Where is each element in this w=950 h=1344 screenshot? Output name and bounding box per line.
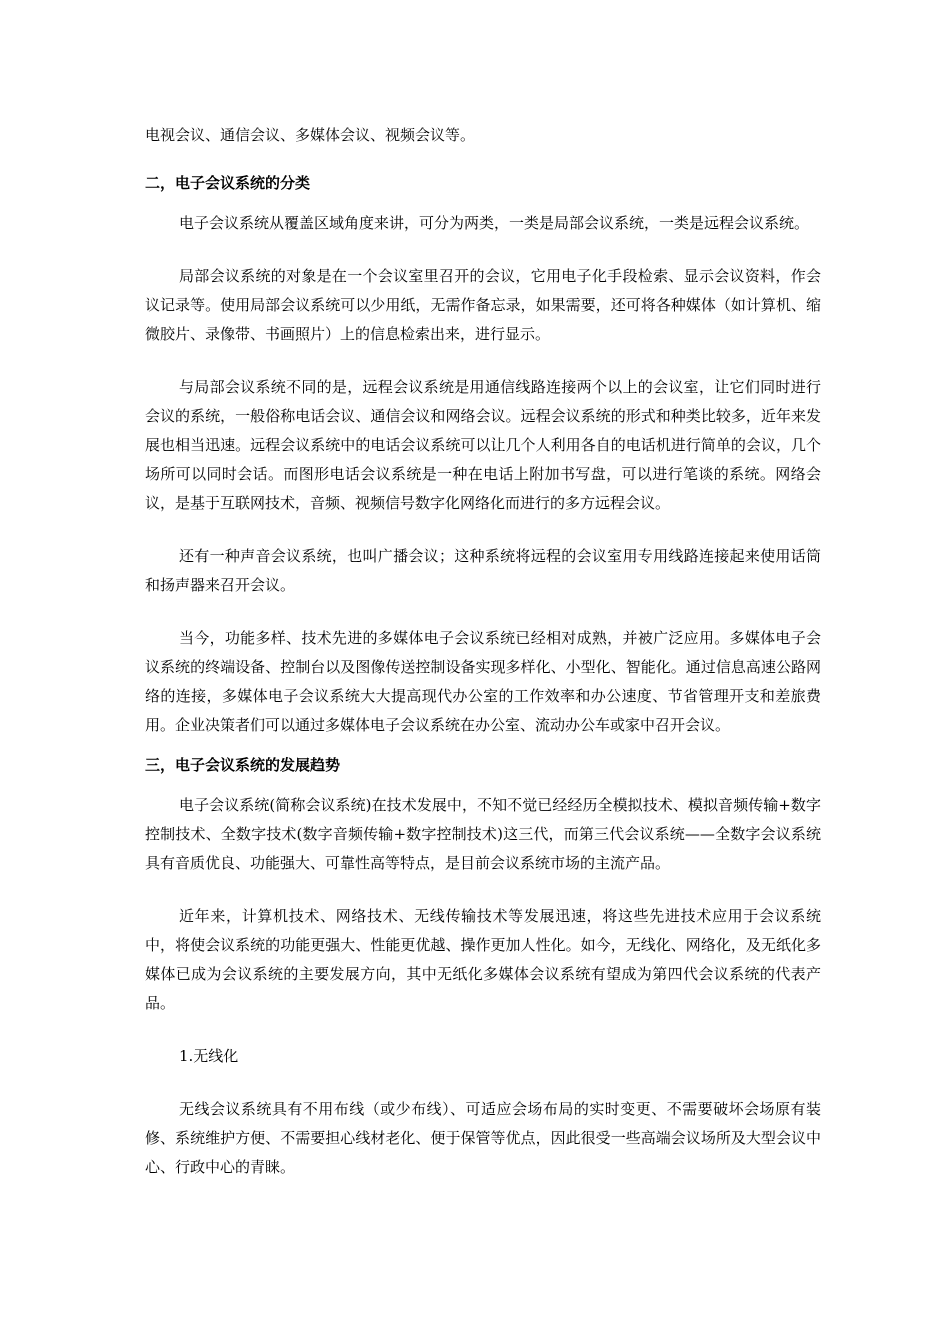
section-2-paragraph-2: 局部会议系统的对象是在一个会议室里召开的会议，它用电子化手段检索、显示会议资料，作会议记录等。使用局部会议系统可以少用纸，无需作备忘录，如果需要，还可将各种媒体（如计算机、缩微胶片、录像带、书画照片）上的信息检索出来，进行显示。 bbox=[145, 267, 821, 343]
section-2-paragraph-5: 当今，功能多样、技术先进的多媒体电子会议系统已经相对成熟，并被广泛应用。多媒体电子会议系统的终端设备、控制台以及图像传送控制设备实现多样化、小型化、智能化。通过信息高速公路网络的连接，多媒体电子会议系统大大提高现代办公室的工作效率和办公速度、节省管理开支和差旅费用。企业决策者们可以通过多媒体电子会议系统在办公室、流动办公车或家中召开会议。 bbox=[145, 629, 821, 734]
section-3-paragraph-2: 近年来，计算机技术、网络技术、无线传输技术等发展迅速，将这些先进技术应用于会议系统中，将使会议系统的功能更强大、性能更优越、操作更加人性化。如今，无线化、网络化，及无纸化多媒体已成为会议系统的主要发展方向，其中无纸化多媒体会议系统有望成为第四代会议系统的代表产品。 bbox=[145, 907, 821, 1012]
section-2-paragraph-4: 还有一种声音会议系统，也叫广播会议；这种系统将远程的会议室用专用线路连接起来使用话筒和扬声器来召开会议。 bbox=[145, 547, 821, 594]
section-3-paragraph-1: 电子会议系统(简称会议系统)在技术发展中，不知不觉已经经历全模拟技术、模拟音频传输+数字控制技术、全数字技术(数字音频传输+数字控制技术)这三代，而第三代会议系统——全数字会议系统具有音质优良、功能强大、可靠性高等特点，是目前会议系统市场的主流产品。 bbox=[145, 796, 821, 872]
subsection-wireless-heading: 1.无线化 bbox=[179, 1047, 239, 1065]
document-page bbox=[145, 121, 821, 1182]
section-3-heading: 三，电子会议系统的发展趋势 bbox=[145, 756, 341, 774]
section-2-paragraph-1: 电子会议系统从覆盖区域角度来讲，可分为两类，一类是局部会议系统，一类是远程会议系统。 bbox=[179, 214, 810, 232]
subsection-wireless-paragraph-1: 无线会议系统具有不用布线（或少布线）、可适应会场布局的实时变更、不需要破坏会场原有装修、系统维护方便、不需要担心线材老化、便于保管等优点，因此很受一些高端会议场所及大型会议中心、行政中心的青睐。 bbox=[145, 1100, 821, 1176]
section-2-paragraph-3: 与局部会议系统不同的是，远程会议系统是用通信线路连接两个以上的会议室，让它们同时进行会议的系统，一般俗称电话会议、通信会议和网络会议。远程会议系统的形式和种类比较多，近年来发展也相当迅速。远程会议系统中的电话会议系统可以让几个人利用各自的电话机进行简单的会议，几个场所可以同时会话。而图形电话会议系统是一种在电话上附加书写盘，可以进行笔谈的系统。网络会议，是基于互联网技术，音频、视频信号数字化网络化而进行的多方远程会议。 bbox=[145, 378, 821, 512]
intro-line: 电视会议、通信会议、多媒体会议、视频会议等。 bbox=[145, 126, 476, 144]
section-2-heading: 二，电子会议系统的分类 bbox=[145, 174, 311, 192]
